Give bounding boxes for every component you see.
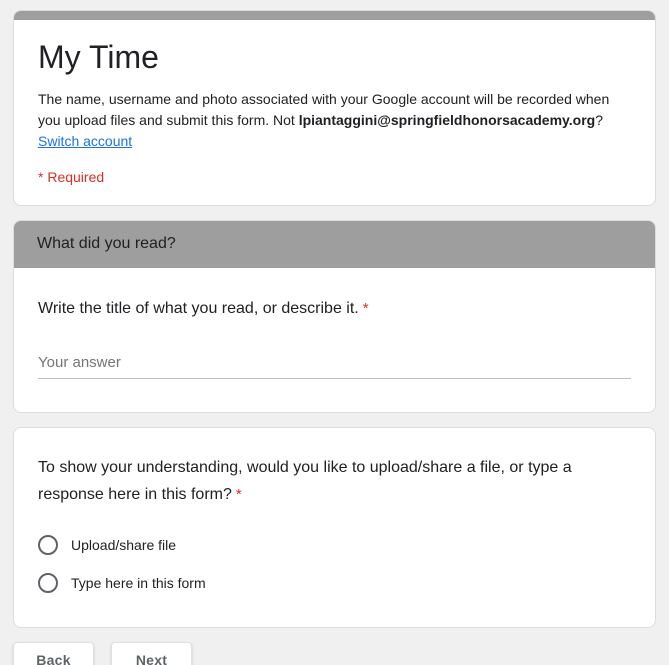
form-header-card [13, 10, 656, 206]
form-title: My Time [38, 39, 159, 75]
radio-button-icon[interactable] [38, 573, 58, 593]
account-notice-text: The name, username and photo associated with your Google account will be recorded when you upload files and submit this form. Not [38, 91, 610, 128]
question1-answer-input[interactable] [38, 352, 631, 379]
required-note: * Required [38, 169, 105, 185]
question2-label: To show your understanding, would you like to upload/share a file, or type a response here in this form? * [38, 459, 572, 503]
radio-option-label: Type here in this form [71, 575, 206, 591]
question2-options [38, 535, 631, 593]
question-card [13, 427, 656, 628]
required-asterisk: * [235, 486, 242, 503]
radio-option-label: Upload/share file [71, 537, 177, 553]
section-card [13, 220, 656, 413]
form-navigation [13, 642, 656, 665]
account-notice [38, 89, 631, 152]
theme-color-bar [13, 10, 656, 20]
question1-label: Write the title of what you read, or describe it. * [38, 300, 369, 317]
required-asterisk: * [362, 300, 369, 317]
next-button[interactable]: Next [111, 642, 192, 665]
section-title: What did you read? [13, 220, 656, 268]
radio-button-icon[interactable] [38, 535, 58, 555]
account-notice-tail: ? [595, 112, 604, 128]
switch-account-link[interactable]: Switch account [38, 133, 133, 149]
radio-option-type-here[interactable] [38, 573, 631, 593]
radio-option-upload-share-file[interactable] [38, 535, 631, 555]
account-email: lpiantaggini@springfieldhonorsacademy.org [298, 112, 596, 128]
back-button[interactable]: Back [13, 642, 94, 665]
